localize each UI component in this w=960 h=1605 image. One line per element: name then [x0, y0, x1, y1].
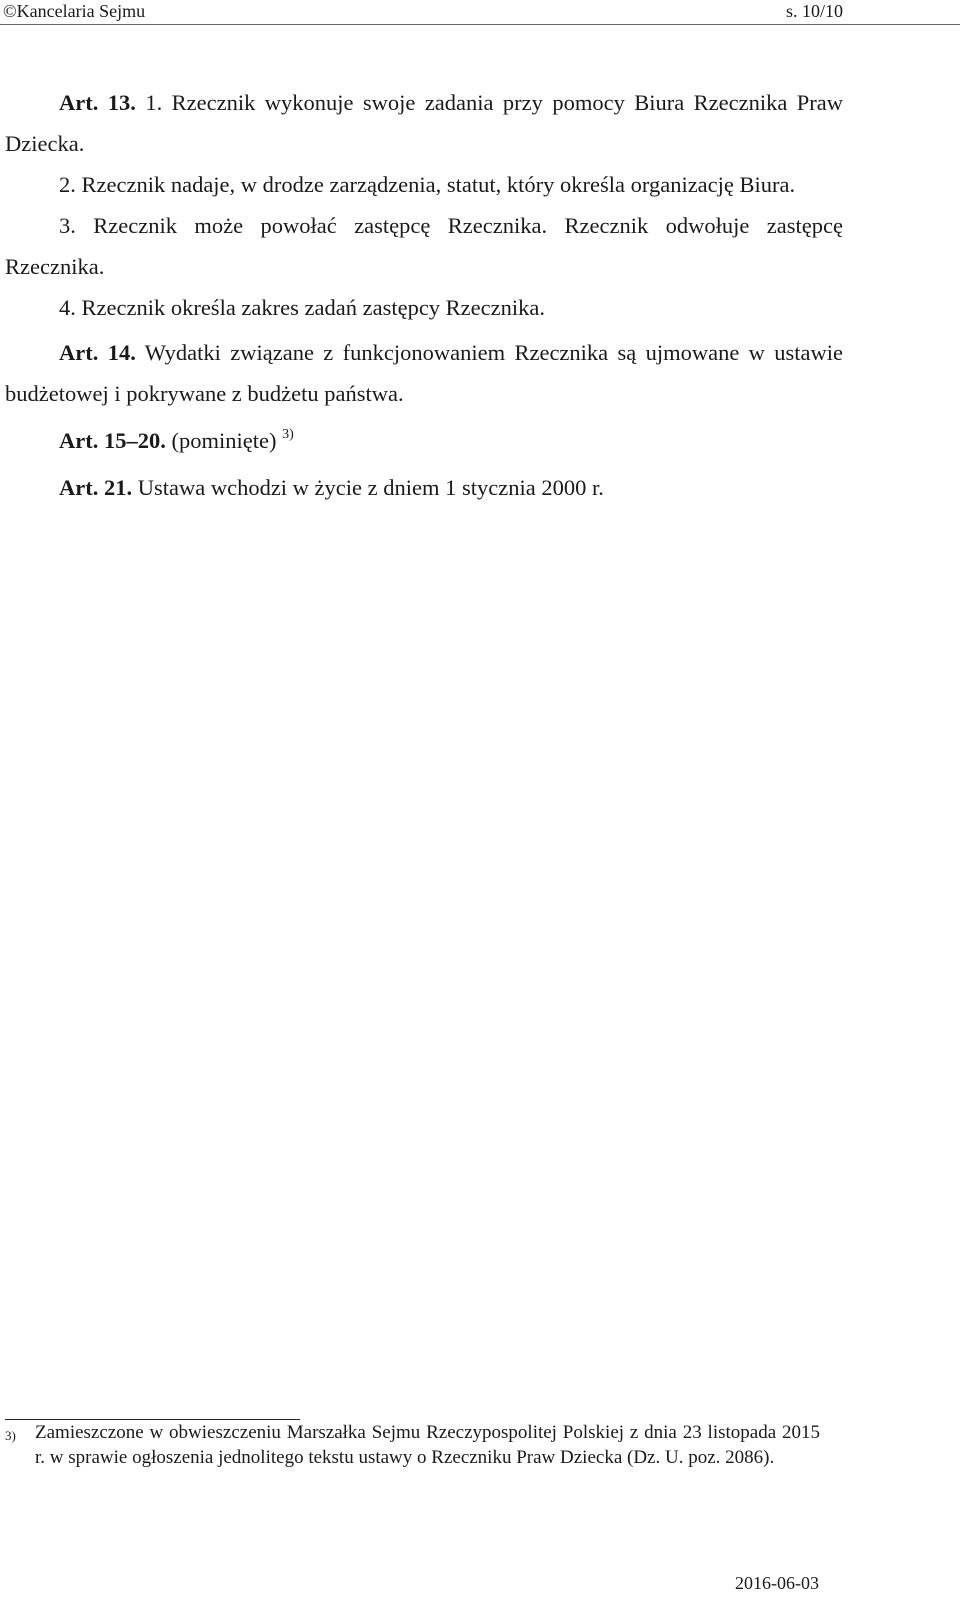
article-21: [5, 467, 843, 508]
article-15-20-text: (pominięte): [171, 428, 277, 453]
article-14: [5, 332, 843, 414]
article-13-p4-text: 4. Rzecznik określa zakres zadań zastępcy Rzecznika.: [59, 295, 545, 320]
copyright-label: ©Kancelaria Sejmu: [3, 1, 146, 21]
footnote-text: Zamieszczone w obwieszczeniu Marszałka Sejmu Rzeczypospolitej Polskiej z dnia 23 listopada 2015 r. w sprawie ogłoszenia jednolitego tekstu ustawy o Rzeczniku Praw Dziecka (Dz. U. poz. 2086).: [35, 1422, 820, 1468]
page-header: [0, 0, 960, 25]
article-21-label: Art. 21.: [59, 475, 133, 500]
footnote-reference[interactable]: 3): [282, 427, 294, 442]
article-13-paragraph-2: [5, 164, 843, 205]
article-13-p3-text: 3. Rzecznik może powołać zastępcę Rzecznika. Rzecznik odwołuje zastępcę Rzecznika.: [5, 213, 843, 279]
article-13-paragraph-3: [5, 205, 843, 287]
article-13-p2-text: 2. Rzecznik nadaje, w drodze zarządzenia, statut, który określa organizację Biura.: [59, 172, 796, 197]
article-15-20: [5, 420, 843, 461]
article-13-paragraph-1: [5, 82, 843, 164]
article-15-20-label: Art. 15–20.: [59, 428, 166, 453]
page-number: s. 10/10: [785, 1, 843, 21]
article-13-paragraph-4: [5, 287, 843, 328]
footnote-mark: 3): [5, 1428, 16, 1443]
footnote: [5, 1419, 820, 1470]
footer-date: 2016-06-03: [735, 1573, 819, 1593]
article-14-text: Wydatki związane z funkcjonowaniem Rzecznika są ujmowane w ustawie budżetowej i pokrywane z budżetu państwa.: [5, 340, 844, 406]
article-21-text: Ustawa wchodzi w życie z dniem 1 stycznia 2000 r.: [137, 475, 604, 500]
article-13-label: Art. 13.: [59, 90, 136, 115]
article-14-label: Art. 14.: [59, 340, 136, 365]
document-body: [5, 82, 843, 508]
article-13-p1-text: 1. Rzecznik wykonuje swoje zadania przy pomocy Biura Rzecznika Praw Dziecka.: [5, 90, 843, 156]
